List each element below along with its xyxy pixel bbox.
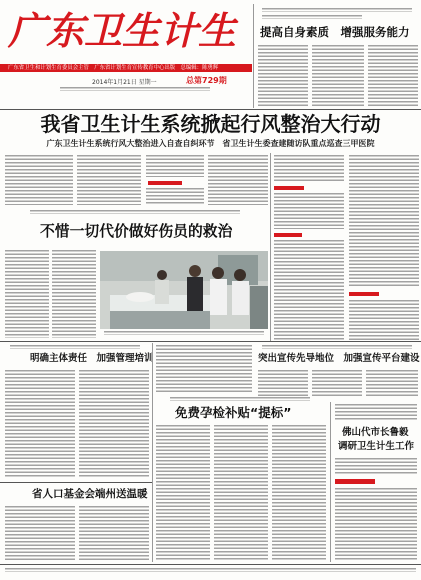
lead-body-col-1 [5, 155, 73, 205]
publicity-kicker [262, 345, 412, 349]
brief-news-label [335, 479, 375, 484]
lead-body-col-4 [208, 155, 268, 205]
brief-news-body [335, 488, 417, 560]
subsidy-kicker [170, 397, 310, 401]
subsidy-body-col-3 [272, 425, 326, 560]
foundation-body-col-1 [5, 506, 75, 560]
top-right-body-col-1 [258, 45, 308, 107]
middle-body-top [156, 345, 252, 393]
top-right-headline: 提高自身素质 增强服务能力 [260, 25, 410, 39]
issue-date: 2014年1月21日 星期一 [92, 79, 157, 86]
column-divider [270, 153, 271, 341]
right-body-2 [274, 193, 344, 229]
lead-body-col-3a [146, 155, 204, 177]
management-body-col-2 [79, 370, 149, 478]
hospital-photo [100, 251, 268, 329]
rescue-headline: 不惜一切代价做好伤员的救治 [40, 223, 233, 240]
masthead-bar-text: 广东省卫生和计划生育委员会主管 广东省计划生育宣传教育中心出版 总编辑：陈勇辉 [8, 65, 219, 71]
publicity-body-col-2 [312, 370, 362, 398]
column-divider [330, 402, 331, 562]
divider-rule [0, 109, 421, 110]
news-link-label [148, 181, 182, 185]
subsidy-body-col-1 [156, 425, 210, 560]
foshan-intro [335, 404, 417, 420]
column-divider [253, 4, 254, 108]
column-divider [152, 343, 153, 562]
right-section-label-3 [349, 292, 379, 296]
lead-body-col-3b [146, 188, 204, 205]
masthead-info-line [60, 87, 210, 91]
right-body-3 [274, 240, 344, 340]
divider-rule [0, 341, 421, 342]
right-body-1 [274, 155, 344, 181]
right-body-4 [349, 155, 419, 287]
divider-rule [0, 482, 152, 483]
top-right-body-col-3 [368, 45, 418, 107]
publicity-headline: 突出宣传先导地位 加强宣传平台建设 [258, 353, 420, 364]
right-section-label-2 [274, 233, 302, 237]
publicity-body-col-3 [366, 370, 418, 398]
right-section-label [274, 186, 304, 190]
top-right-body-col-2 [312, 45, 364, 107]
footer-rule [0, 564, 421, 565]
publicity-body-col-1 [258, 370, 308, 398]
management-headline: 明确主体责任 加强管理培训 [30, 353, 154, 364]
foshan-body [335, 458, 417, 474]
photo-caption [104, 331, 264, 335]
top-right-kicker [262, 8, 412, 12]
footer-info [5, 568, 416, 572]
masthead-title: 广东卫生计生 [8, 8, 237, 53]
subsidy-body-col-2 [214, 425, 268, 560]
management-kicker [10, 345, 140, 349]
lead-body-col-2 [77, 155, 141, 205]
top-right-kicker-2 [262, 15, 362, 19]
lead-headline: 我省卫生计生系统掀起行风整治大行动 [40, 112, 381, 136]
foundation-body-col-2 [79, 506, 149, 560]
issue-number: 总第729期 [186, 76, 227, 85]
foshan-headline-line-2: 调研卫生计生工作 [338, 441, 415, 452]
right-body-5 [349, 300, 419, 340]
rescue-kicker [30, 210, 240, 214]
management-body-col-1 [5, 370, 75, 478]
lead-subhead: 广东卫生计生系统行风大整治进入自查自纠环节 省卫生计生委查建随访队重点巡查三甲医院 [46, 139, 375, 148]
foundation-headline: 省人口基金会端州送温暖 [32, 488, 148, 500]
subsidy-headline: 免费孕检补贴“提标” [175, 405, 292, 420]
rescue-body-col-1 [5, 250, 49, 338]
foshan-headline-line-1: 佛山代市长鲁毅 [342, 427, 409, 438]
rescue-body-col-2 [52, 250, 96, 338]
masthead-red-bar [0, 64, 252, 72]
